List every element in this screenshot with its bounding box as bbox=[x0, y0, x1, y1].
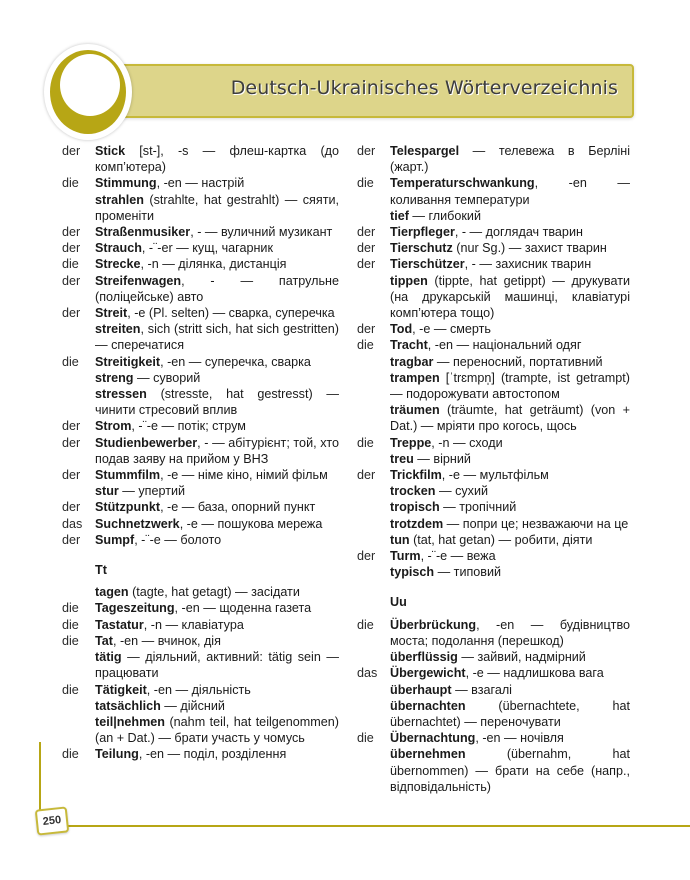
headword: stur bbox=[95, 484, 119, 499]
article: die bbox=[62, 354, 79, 369]
dictionary-entry bbox=[357, 143, 630, 175]
dictionary-entry bbox=[62, 617, 339, 633]
dictionary-entry bbox=[357, 499, 630, 515]
dictionary-entry bbox=[357, 682, 630, 698]
headword: strahlen bbox=[95, 192, 144, 207]
definition: , -en — ночівля bbox=[475, 731, 564, 746]
definition: , - — доглядач тварин bbox=[454, 225, 583, 240]
entry-body bbox=[95, 617, 339, 633]
entry-body bbox=[95, 746, 339, 762]
definition: , -e — мультфільм bbox=[441, 468, 549, 483]
article bbox=[62, 698, 95, 714]
headword: Tierpfleger bbox=[390, 225, 455, 240]
entry-body bbox=[390, 143, 630, 175]
definition: (übernachtete, hat übernachtet) — переночувати bbox=[390, 698, 630, 729]
dictionary-entry bbox=[62, 600, 339, 616]
dictionary-entry bbox=[62, 224, 339, 240]
dictionary-entry bbox=[357, 321, 630, 337]
definition: (übernahm, hat übernommen) — брати на себе (напр., відповідальність) bbox=[390, 747, 630, 794]
entry-body bbox=[390, 240, 630, 256]
page-border-horizontal bbox=[40, 825, 690, 827]
dictionary-entry bbox=[357, 208, 630, 224]
definition: , -n — ділянка, дистанція bbox=[140, 257, 287, 272]
headword: Streifenwagen bbox=[95, 273, 182, 288]
article: der bbox=[62, 225, 81, 240]
dictionary-entry bbox=[62, 370, 339, 386]
dictionary-entry bbox=[357, 649, 630, 665]
headword: tätig bbox=[95, 650, 122, 665]
definition: , -¨-e — потік; струм bbox=[131, 419, 246, 434]
entry-body bbox=[95, 649, 339, 681]
article bbox=[357, 451, 390, 467]
entry-body bbox=[390, 467, 630, 483]
definition: — суворий bbox=[133, 370, 201, 385]
headword: Tierschutz bbox=[390, 241, 453, 256]
definition: (tat, hat getan) — робити, діяти bbox=[409, 532, 593, 547]
article: die bbox=[62, 601, 79, 616]
definition: , - — абітурієнт; той, хто подав заяву на прийом у ВНЗ bbox=[95, 435, 339, 466]
dictionary-entry bbox=[62, 532, 339, 548]
headword: träumen bbox=[390, 403, 440, 418]
entry-body bbox=[95, 682, 339, 698]
dictionary-entry bbox=[62, 516, 339, 532]
definition: , -en — національний одяг bbox=[427, 338, 582, 353]
definition: , -en — суперечка, сварка bbox=[160, 354, 311, 369]
dictionary-entry bbox=[357, 532, 630, 548]
definition: (tagte, hat getagt) — засідати bbox=[128, 585, 300, 600]
entry-body bbox=[95, 418, 339, 434]
dictionary-entry bbox=[357, 698, 630, 730]
article: der bbox=[357, 322, 376, 337]
dictionary-entry bbox=[62, 714, 339, 746]
dictionary-entry bbox=[62, 584, 339, 600]
dictionary-entry bbox=[357, 516, 630, 532]
entry-body bbox=[95, 584, 339, 600]
definition: — діяльний, активний: tätig sein — працювати bbox=[95, 650, 339, 681]
definition: (tippte, hat getippt) — друкувати (на друкарській машинці, клавіатурі комп’ютера тощо) bbox=[390, 273, 630, 321]
definition: , -en — коливання температури bbox=[390, 176, 630, 207]
headword: Studienbewerber bbox=[95, 435, 198, 450]
article bbox=[357, 354, 390, 370]
article bbox=[357, 402, 390, 434]
definition: , -en — щоденна газета bbox=[174, 601, 312, 616]
entry-body bbox=[390, 256, 630, 272]
article: die bbox=[62, 257, 79, 272]
definition: (strahlte, hat gestrahlt) — сяяти, променіти bbox=[95, 192, 339, 223]
header-banner bbox=[88, 64, 634, 118]
headword: überhaupt bbox=[390, 682, 452, 697]
entry-body bbox=[390, 499, 630, 515]
dictionary-entry bbox=[62, 682, 339, 698]
entry-body bbox=[95, 532, 339, 548]
headword: Teilung bbox=[95, 747, 139, 762]
article: der bbox=[62, 435, 81, 450]
article bbox=[62, 714, 95, 746]
headword: trampen bbox=[390, 370, 440, 385]
definition: , -e (Pl. selten) — сварка, суперечка bbox=[127, 306, 335, 321]
definition: — типовий bbox=[434, 565, 502, 580]
article bbox=[357, 746, 390, 795]
section-letter: Tt bbox=[95, 563, 107, 578]
dictionary-entry bbox=[62, 483, 339, 499]
article bbox=[357, 499, 390, 515]
entry-body bbox=[95, 305, 339, 321]
headword: Straßenmusiker bbox=[95, 225, 191, 240]
definition: , -¨-e — вежа bbox=[420, 549, 496, 564]
dictionary-entry bbox=[357, 402, 630, 434]
entry-body bbox=[390, 730, 630, 746]
headword: tief bbox=[390, 208, 409, 223]
entry-body bbox=[390, 564, 630, 580]
dictionary-entry bbox=[62, 256, 339, 272]
entry-body bbox=[95, 435, 339, 467]
dictionary-entry bbox=[357, 175, 630, 207]
article bbox=[62, 370, 95, 386]
definition: (nahm teil, hat teilgenommen) (an + Dat.) — брати участь у чомусь bbox=[95, 714, 339, 746]
headword: tropisch bbox=[390, 500, 440, 515]
definition: — переносний, портативний bbox=[433, 354, 603, 369]
entry-body bbox=[95, 499, 339, 515]
entry-body bbox=[390, 451, 630, 467]
entry-body bbox=[390, 649, 630, 665]
definition: , -e — пошукова мережа bbox=[179, 516, 323, 531]
headword: Strom bbox=[95, 419, 132, 434]
article bbox=[357, 564, 390, 580]
headword: Treppe bbox=[390, 435, 432, 450]
headword: Tracht bbox=[390, 338, 428, 353]
dictionary-entry bbox=[62, 435, 339, 467]
definition: (nur Sg.) — захист тварин bbox=[452, 241, 607, 256]
article: die bbox=[357, 731, 374, 746]
dictionary-entry bbox=[62, 143, 339, 175]
headword: tippen bbox=[390, 273, 428, 288]
article: das bbox=[62, 516, 83, 531]
article: der bbox=[62, 419, 81, 434]
dictionary-entry bbox=[62, 305, 339, 321]
entry-body bbox=[95, 273, 339, 305]
right-column bbox=[357, 143, 630, 795]
entry-body bbox=[390, 402, 630, 434]
dictionary-entry bbox=[62, 386, 339, 418]
entry-body bbox=[390, 665, 630, 681]
headword: Temperaturschwankung bbox=[390, 176, 535, 191]
entry-body bbox=[390, 321, 630, 337]
dictionary-entry bbox=[357, 224, 630, 240]
article: die bbox=[62, 176, 79, 191]
definition: — взагалі bbox=[451, 682, 512, 697]
article: der bbox=[357, 468, 376, 483]
article bbox=[62, 321, 95, 353]
headword: Überbrückung bbox=[390, 617, 477, 632]
definition: , -en — поділ, розділення bbox=[138, 747, 287, 762]
entry-body bbox=[95, 192, 339, 224]
entry-body bbox=[95, 354, 339, 370]
dictionary-entry bbox=[62, 192, 339, 224]
dictionary-entry bbox=[62, 273, 339, 305]
headword: Streitigkeit bbox=[95, 354, 161, 369]
entry-body bbox=[390, 354, 630, 370]
crescent-logo-icon bbox=[44, 44, 132, 140]
dictionary-entry bbox=[357, 746, 630, 795]
definition: — упертий bbox=[118, 484, 186, 499]
definition: , -en — діяльність bbox=[146, 682, 251, 697]
article: der bbox=[357, 241, 376, 256]
dictionary-entry bbox=[62, 321, 339, 353]
article bbox=[62, 584, 95, 600]
definition: (träumte, hat geträumt) (von + Dat.) — мріяти про когось, щось bbox=[390, 403, 630, 434]
article bbox=[357, 273, 390, 322]
page-number-badge: 250 bbox=[35, 806, 70, 835]
definition: — тропічний bbox=[439, 500, 517, 515]
dictionary-entry bbox=[357, 548, 630, 564]
definition: — дійсний bbox=[160, 698, 225, 713]
headword: typisch bbox=[390, 565, 435, 580]
dictionary-entry bbox=[357, 730, 630, 746]
article bbox=[357, 532, 390, 548]
definition: [ˈtrɛmpn̩] (trampte, ist getrampt) — подорожувати автостопом bbox=[390, 370, 630, 402]
article: der bbox=[62, 273, 81, 288]
dictionary-entry bbox=[357, 337, 630, 353]
entry-body bbox=[95, 370, 339, 386]
definition: — зайвий, надмірний bbox=[457, 650, 586, 665]
entry-body bbox=[390, 224, 630, 240]
entry-body bbox=[390, 617, 630, 649]
definition: [st-], -s — флеш-картка (до комп’ютера) bbox=[95, 144, 339, 175]
headword: Stützpunkt bbox=[95, 500, 161, 515]
article: der bbox=[62, 500, 81, 515]
definition: , -e — надлишкова вага bbox=[465, 666, 604, 681]
entry-body bbox=[95, 224, 339, 240]
headword: trocken bbox=[390, 484, 436, 499]
entry-body bbox=[95, 175, 339, 191]
dictionary-entry bbox=[357, 483, 630, 499]
headword: tun bbox=[390, 532, 410, 547]
dictionary-entry bbox=[62, 354, 339, 370]
entry-body bbox=[95, 256, 339, 272]
definition: , -n — клавіатура bbox=[143, 617, 244, 632]
article: der bbox=[62, 468, 81, 483]
dictionary-entry bbox=[62, 649, 339, 681]
dictionary-entry bbox=[357, 617, 630, 649]
headword: Tierschützer bbox=[390, 257, 465, 272]
dictionary-entry bbox=[62, 175, 339, 191]
page-border-vertical bbox=[39, 742, 41, 812]
entry-body bbox=[390, 273, 630, 322]
headword: Tat bbox=[95, 633, 113, 648]
article bbox=[357, 483, 390, 499]
headword: Tastatur bbox=[95, 617, 144, 632]
section-letter: Uu bbox=[390, 595, 407, 610]
entry-body bbox=[95, 467, 339, 483]
headword: Telespargel bbox=[390, 144, 460, 158]
article: der bbox=[62, 241, 81, 256]
dictionary-entry bbox=[62, 698, 339, 714]
definition: — сухий bbox=[435, 484, 489, 499]
entry-body bbox=[390, 175, 630, 207]
dictionary-entry bbox=[62, 240, 339, 256]
definition: , -en — будівництво моста; подолання (перешкод) bbox=[390, 617, 630, 648]
entry-body bbox=[390, 337, 630, 353]
entry-body bbox=[95, 240, 339, 256]
headword: trotzdem bbox=[390, 516, 444, 531]
dictionary-entry bbox=[357, 256, 630, 272]
headword: übernachten bbox=[390, 698, 466, 713]
headword: Stimmung bbox=[95, 176, 157, 191]
headword: Strecke bbox=[95, 257, 141, 272]
headword: stressen bbox=[95, 387, 147, 402]
article: die bbox=[62, 633, 79, 648]
page-title: Deutsch-Ukrainisches Wörterverzeichnis bbox=[230, 77, 618, 99]
definition: , sich (stritt sich, hat sich gestritten) — сперечатися bbox=[95, 322, 339, 353]
headword: tagen bbox=[95, 585, 129, 600]
headword: Tageszeitung bbox=[95, 601, 175, 616]
definition: — глибокий bbox=[408, 208, 481, 223]
article: die bbox=[62, 682, 79, 697]
definition: , -¨-e — болото bbox=[134, 532, 222, 547]
article: die bbox=[62, 747, 79, 762]
dictionary-entry bbox=[357, 665, 630, 681]
entry-body bbox=[95, 483, 339, 499]
article bbox=[62, 192, 95, 224]
entry-body bbox=[95, 386, 339, 418]
dictionary-entry bbox=[357, 564, 630, 580]
headword: Stummfilm bbox=[95, 468, 161, 483]
headword: überflüssig bbox=[390, 650, 458, 665]
definition: , -e — база, опорний пункт bbox=[160, 500, 316, 515]
article bbox=[62, 649, 95, 681]
article: die bbox=[357, 176, 374, 191]
headword: tragbar bbox=[390, 354, 434, 369]
article: die bbox=[62, 617, 79, 632]
headword: Übernachtung bbox=[390, 731, 476, 746]
article bbox=[357, 208, 390, 224]
entry-body bbox=[390, 698, 630, 730]
article: der bbox=[357, 549, 376, 564]
headword: übernehmen bbox=[390, 747, 466, 762]
dictionary-entry bbox=[357, 467, 630, 483]
headword: treu bbox=[390, 451, 414, 466]
article: die bbox=[357, 338, 374, 353]
entry-body bbox=[95, 321, 339, 353]
definition: — вірний bbox=[413, 451, 471, 466]
entry-body bbox=[95, 698, 339, 714]
entry-body bbox=[390, 483, 630, 499]
headword: Tätigkeit bbox=[95, 682, 147, 697]
headword: streng bbox=[95, 370, 134, 385]
article bbox=[62, 386, 95, 418]
dictionary-entry bbox=[357, 240, 630, 256]
article: das bbox=[357, 666, 378, 681]
headword: Trickfilm bbox=[390, 468, 442, 483]
dictionary-entry bbox=[62, 418, 339, 434]
dictionary-entry bbox=[62, 746, 339, 762]
entry-body bbox=[95, 516, 339, 532]
definition: , -n — сходи bbox=[431, 435, 503, 450]
entry-body bbox=[95, 714, 339, 746]
dictionary-entry bbox=[62, 633, 339, 649]
definition: , - — захисник тварин bbox=[464, 257, 592, 272]
headword: Suchnetzwerk bbox=[95, 516, 180, 531]
entry-body bbox=[390, 548, 630, 564]
definition: — попри це; незважаючи на це bbox=[443, 516, 629, 531]
definition: , -en — настрій bbox=[156, 176, 245, 191]
headword: Strauch bbox=[95, 241, 142, 256]
entry-body bbox=[390, 370, 630, 402]
headword: Übergewicht bbox=[390, 666, 466, 681]
entry-body bbox=[95, 600, 339, 616]
article: die bbox=[357, 617, 374, 632]
article: der bbox=[62, 532, 81, 547]
headword: Sumpf bbox=[95, 532, 135, 547]
article bbox=[357, 698, 390, 730]
headword: teil|nehmen bbox=[95, 714, 166, 729]
article: der bbox=[357, 144, 376, 158]
dictionary-entry bbox=[357, 354, 630, 370]
headword: Stick bbox=[95, 144, 126, 158]
article: der bbox=[62, 144, 81, 158]
article: der bbox=[62, 306, 81, 321]
headword: streiten bbox=[95, 322, 141, 337]
entry-body bbox=[390, 435, 630, 451]
definition: (stresste, hat gestresst) — чинити стресовий вплив bbox=[95, 387, 339, 418]
article: der bbox=[357, 225, 376, 240]
definition: , -¨-er — кущ, чагарник bbox=[141, 241, 273, 256]
article: der bbox=[357, 257, 376, 272]
definition: , -e — німе кіно, німий фільм bbox=[160, 468, 328, 483]
article bbox=[62, 483, 95, 499]
headword: Turm bbox=[390, 549, 421, 564]
definition: , - — вуличний музикант bbox=[190, 225, 333, 240]
headword: Tod bbox=[390, 322, 413, 337]
headword: tatsächlich bbox=[95, 698, 161, 713]
article bbox=[357, 649, 390, 665]
definition: , -en — вчинок, дія bbox=[112, 633, 221, 648]
entry-body bbox=[390, 682, 630, 698]
dictionary-entry bbox=[357, 435, 630, 451]
left-column bbox=[62, 143, 339, 763]
dictionary-entry bbox=[357, 370, 630, 402]
article: die bbox=[357, 435, 374, 450]
article bbox=[357, 682, 390, 698]
entry-body bbox=[390, 208, 630, 224]
definition: — телевежа в Берліні (жарт.) bbox=[390, 144, 630, 175]
dictionary-entry bbox=[357, 273, 630, 322]
dictionary-entry bbox=[62, 499, 339, 515]
article bbox=[357, 370, 390, 402]
article bbox=[357, 516, 390, 532]
dictionary-entry bbox=[62, 467, 339, 483]
entry-body bbox=[390, 516, 630, 532]
dictionary-entry bbox=[357, 451, 630, 467]
entry-body bbox=[95, 633, 339, 649]
definition: , -e — смерть bbox=[412, 322, 491, 337]
headword: Streit bbox=[95, 306, 128, 321]
entry-body bbox=[390, 746, 630, 795]
definition: , - — патрульне (поліцейське) авто bbox=[95, 273, 339, 304]
entry-body bbox=[95, 143, 339, 175]
entry-body bbox=[390, 532, 630, 548]
